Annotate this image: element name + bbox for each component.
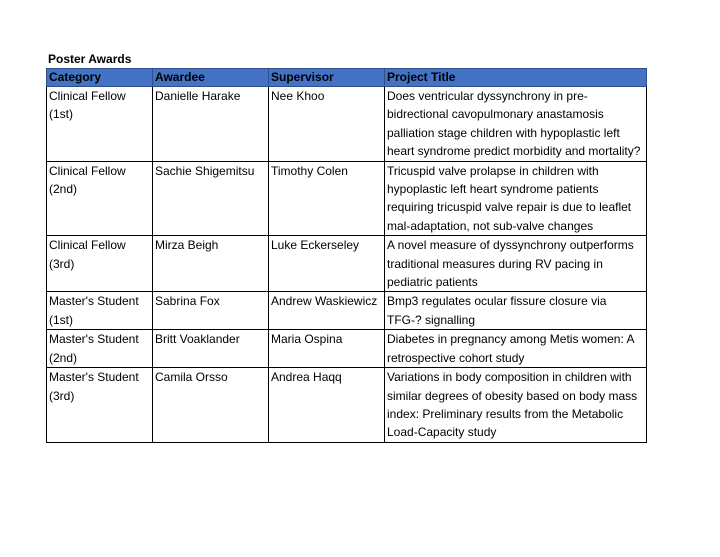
cell-category: Clinical Fellow (2nd) xyxy=(47,161,153,236)
sheet-title: Poster Awards xyxy=(48,52,132,66)
header-awardee: Awardee xyxy=(153,69,269,87)
cell-project-title: Bmp3 regulates ocular fissure closure via TFG-? signalling xyxy=(385,292,647,330)
cell-project-title: Variations in body composition in children with similar degrees of obesity based on body mass index: Preliminary results from the Metabolic Load-Capacity study xyxy=(385,368,647,443)
cell-awardee: Sachie Shigemitsu xyxy=(153,161,269,236)
cell-awardee: Danielle Harake xyxy=(153,87,269,162)
cell-supervisor: Andrew Waskiewicz xyxy=(269,292,385,330)
cell-category: Clinical Fellow (3rd) xyxy=(47,236,153,292)
awards-table xyxy=(46,68,647,443)
table-row xyxy=(47,368,647,443)
table-row xyxy=(47,236,647,292)
cell-category: Master's Student (2nd) xyxy=(47,330,153,368)
cell-project-title: A novel measure of dyssynchrony outperforms traditional measures during RV pacing in pediatric patients xyxy=(385,236,647,292)
cell-project-title: Tricuspid valve prolapse in children with hypoplastic left heart syndrome patients requiring tricuspid valve repair is due to leaflet mal-adaptation, not sub-valve changes xyxy=(385,161,647,236)
cell-awardee: Camila Orsso xyxy=(153,368,269,443)
cell-supervisor: Andrea Haqq xyxy=(269,368,385,443)
cell-supervisor: Nee Khoo xyxy=(269,87,385,162)
header-row xyxy=(47,69,647,87)
cell-supervisor: Timothy Colen xyxy=(269,161,385,236)
table-row xyxy=(47,330,647,368)
table-row xyxy=(47,292,647,330)
table-row xyxy=(47,161,647,236)
cell-supervisor: Luke Eckerseley xyxy=(269,236,385,292)
cell-category: Master's Student (3rd) xyxy=(47,368,153,443)
cell-category: Clinical Fellow (1st) xyxy=(47,87,153,162)
cell-category: Master's Student (1st) xyxy=(47,292,153,330)
header-supervisor: Supervisor xyxy=(269,69,385,87)
header-project-title: Project Title xyxy=(385,69,647,87)
cell-project-title: Does ventricular dyssynchrony in pre-bidrectional cavopulmonary anastamosis palliation stage children with hypoplastic left heart syndrome predict morbidity and mortality? xyxy=(385,87,647,162)
cell-awardee: Sabrina Fox xyxy=(153,292,269,330)
cell-awardee: Britt Voaklander xyxy=(153,330,269,368)
cell-supervisor: Maria Ospina xyxy=(269,330,385,368)
table-row xyxy=(47,87,647,162)
cell-awardee: Mirza Beigh xyxy=(153,236,269,292)
cell-project-title: Diabetes in pregnancy among Metis women: A retrospective cohort study xyxy=(385,330,647,368)
header-category: Category xyxy=(47,69,153,87)
